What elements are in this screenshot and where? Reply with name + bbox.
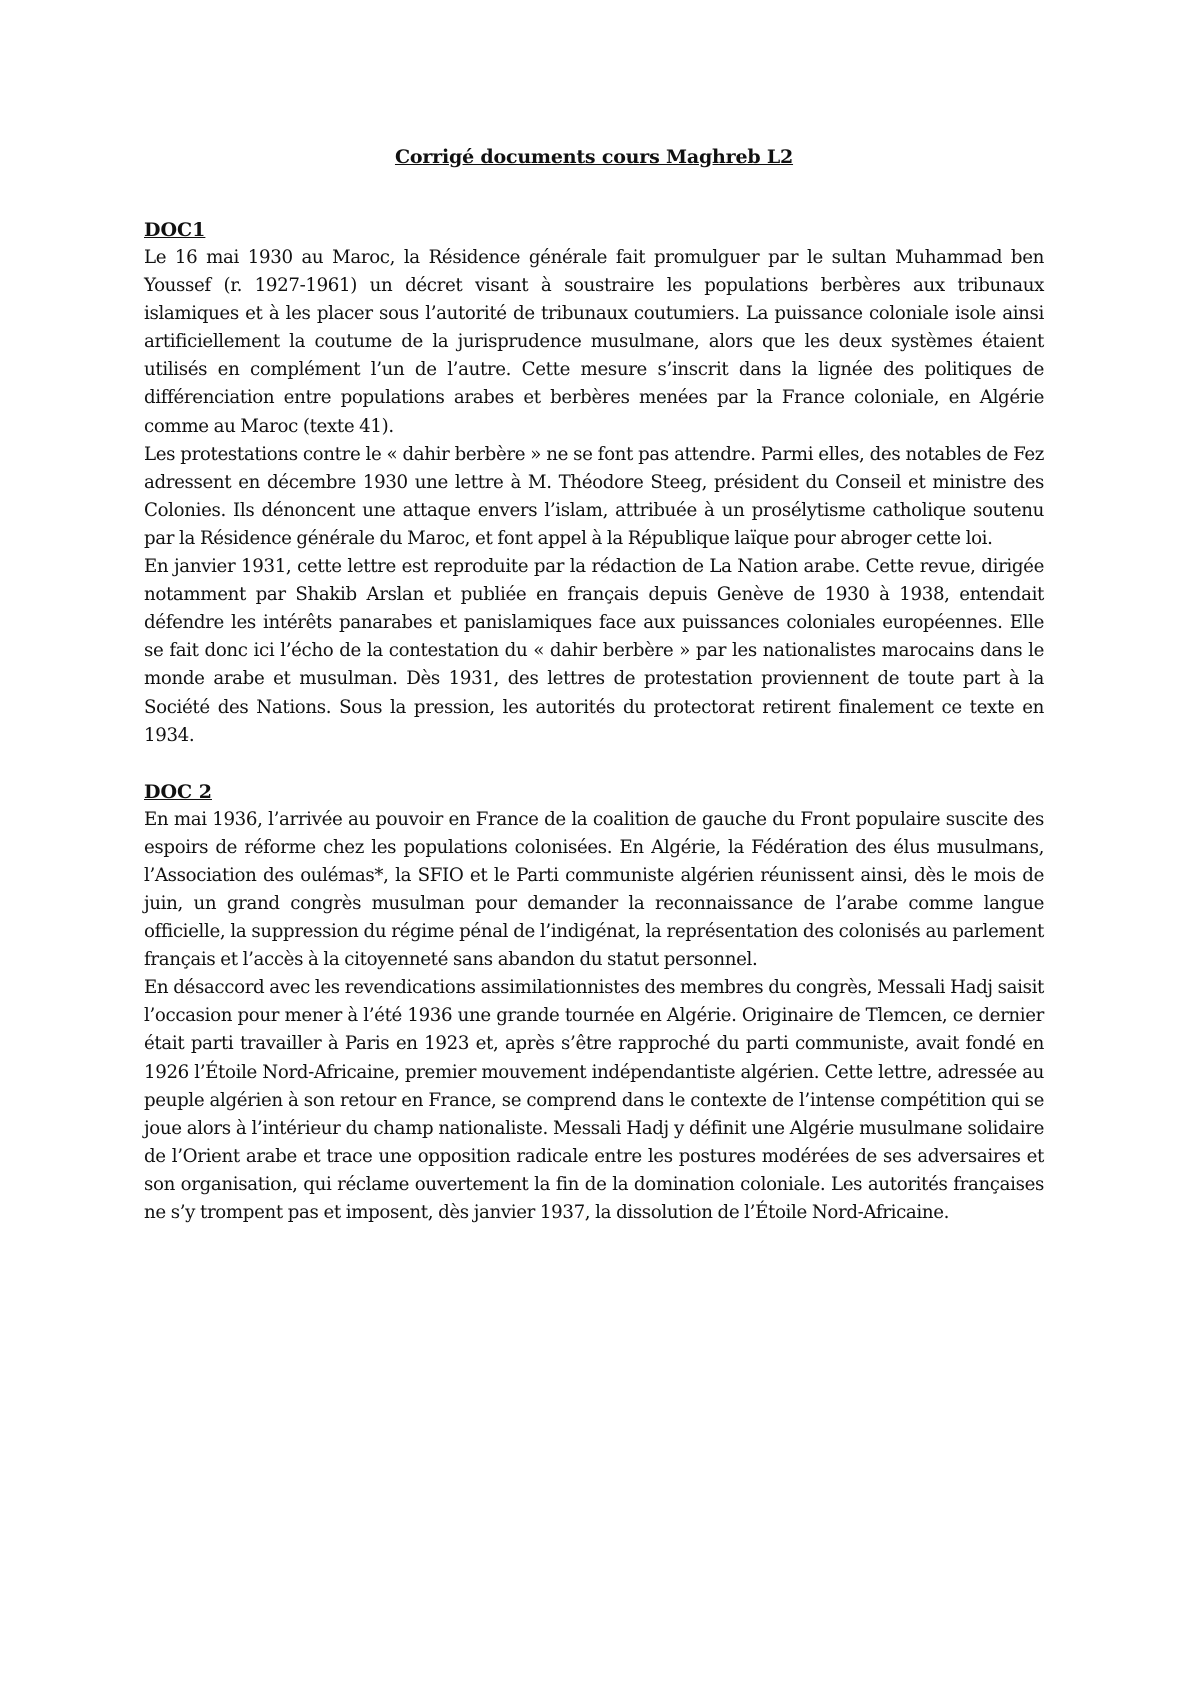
- section-heading-doc2: DOC 2: [144, 780, 212, 803]
- section-doc1: [144, 216, 1044, 750]
- paragraph: En désaccord avec les revendications assimilationnistes des membres du congrès, Messali Hadj saisit l’occasion pour mener à l’été 1936 une grande tournée en Algérie. Originaire de Tlemcen, ce dernier était parti travailler à Paris en 1923 et, après s’être rapproché du parti communiste, avait fondé en 1926 l’Étoile Nord-Africaine, premier mouvement indépendantiste algérien. Cette lettre, adressée au peuple algérien à son retour en France, se comprend dans le contexte de l’intense compétition qui se joue alors à l’intérieur du champ nationaliste. Messali Hadj y définit une Algérie musulmane solidaire de l’Orient arabe et trace une opposition radicale entre les postures modérées de ses adversaires et son organisation, qui réclame ouvertement la fin de la domination coloniale. Les autorités françaises ne s’y trompent pas et imposent, dès janvier 1937, la dissolution de l’Étoile Nord-Africaine.: [144, 977, 1044, 1223]
- document-body: [144, 143, 1044, 1227]
- document-title: Corrigé documents cours Maghreb L2: [394, 146, 794, 168]
- section-heading-doc1: DOC1: [144, 219, 206, 241]
- paragraph: En janvier 1931, cette lettre est reproduite par la rédaction de La Nation arabe. Cette revue, dirigée notamment par Shakib Arslan et publiée en français depuis Genève de 1930 à 1938, entendait défendre les intérêts panarabes et panislamiques face aux puissances coloniales européennes. Elle se fait donc ici l’écho de la contestation du « dahir berbère » par les nationalistes marocains dans le monde arabe et musulman. Dès 1931, des lettres de protestation proviennent de toute part à la Société des Nations. Sous la pression, les autorités du protectorat retirent finalement ce texte en 1934.: [144, 556, 1044, 746]
- paragraph: Le 16 mai 1930 au Maroc, la Résidence générale fait promulguer par le sultan Muhammad ben Youssef (r. 1927-1961) un décret visant à soustraire les populations berbères aux tribunaux islamiques et à les placer sous l’autorité de tribunaux coutumiers. La puissance coloniale isole ainsi artificiellement la coutume de la jurisprudence musulmane, alors que les deux systèmes étaient utilisés en complément l’un de l’autre. Cette mesure s’inscrit dans la lignée des politiques de différenciation entre populations arabes et berbères menées par la France coloniale, en Algérie comme au Maroc (texte 41).: [144, 247, 1044, 437]
- section-doc2: [144, 778, 1044, 1227]
- paragraph: Les protestations contre le « dahir berbère » ne se font pas attendre. Parmi elles, des notables de Fez adressent en décembre 1930 une lettre à M. Théodore Steeg, président du Conseil et ministre des Colonies. Ils dénoncent une attaque envers l’islam, attribuée à un prosélytisme catholique soutenu par la Résidence générale du Maroc, et font appel à la République laïque pour abroger cette loi.: [144, 443, 1044, 549]
- paragraph: En mai 1936, l’arrivée au pouvoir en France de la coalition de gauche du Front populaire suscite des espoirs de réforme chez les populations colonisées. En Algérie, la Fédération des élus musulmans, l’Association des oulémas*, la SFIO et le Parti communiste algérien réunissent ainsi, dès le mois de juin, un grand congrès musulman pour demander la reconnaissance de l’arabe comme langue officielle, la suppression du régime pénal de l’indigénat, la représentation des colonisés au parlement français et l’accès à la citoyenneté sans abandon du statut personnel.: [144, 808, 1044, 971]
